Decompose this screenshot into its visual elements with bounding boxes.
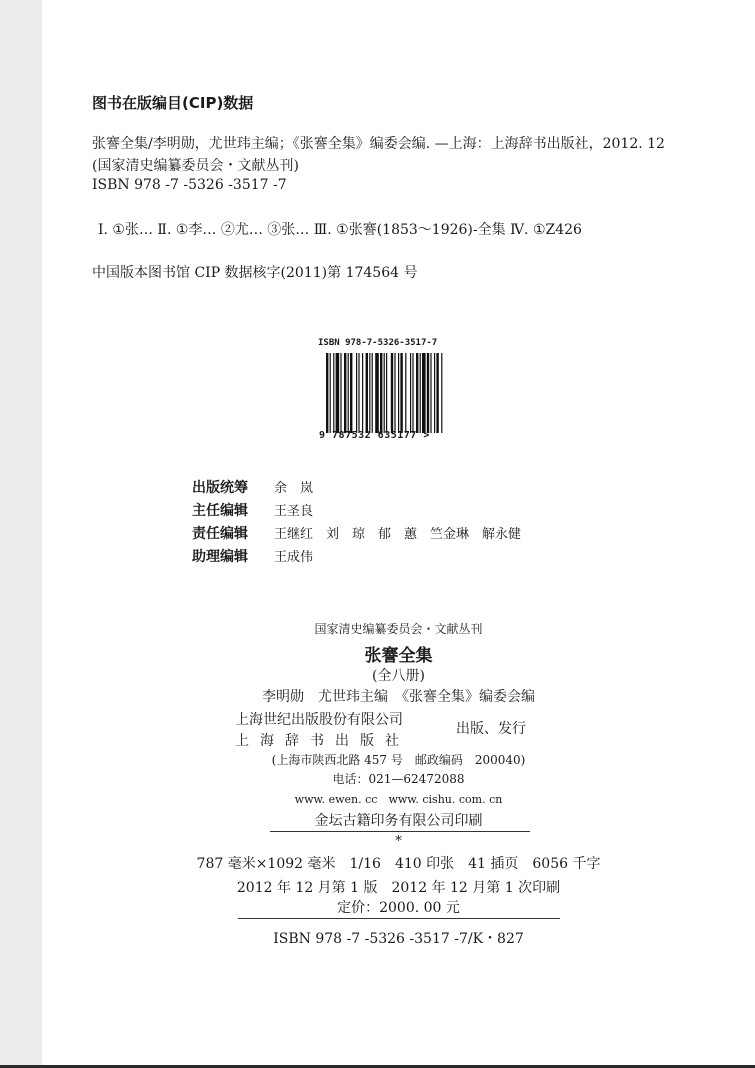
edition-info: 2012 年 12 月第 1 版 2012 年 12 月第 1 次印刷 bbox=[236, 880, 561, 896]
price: 定价：2000. 00 元 bbox=[337, 900, 460, 916]
divider bbox=[270, 831, 530, 832]
cip-line-1: 张謇全集/李明勋，尤世玮主编；《张謇全集》编委会编. —上海：上海辞书出版社，2012. 12 bbox=[92, 136, 665, 152]
cip-line-2: (国家清史编纂委员会・文献丛刊) bbox=[92, 158, 299, 174]
barcode-number: 9 787532 635177 > bbox=[319, 430, 430, 441]
isbn-barcode bbox=[318, 338, 488, 448]
staff-name: 王继红 刘 琼 郁 蕙 竺金琳 解永健 bbox=[274, 527, 522, 542]
barcode-bars bbox=[326, 353, 480, 433]
divider bbox=[238, 918, 560, 919]
cip-core-data: 中国版本图书馆 CIP 数据核字(2011)第 174564 号 bbox=[92, 265, 418, 281]
staff-row bbox=[192, 500, 313, 520]
book-title: 张謇全集 bbox=[364, 646, 433, 666]
series-name: 国家清史编纂委员会・文献丛刊 bbox=[314, 622, 483, 636]
copyright-page bbox=[42, 0, 755, 1068]
publisher-address: (上海市陕西北路 457 号 邮政编码 200040) bbox=[271, 753, 526, 767]
staff-row bbox=[192, 523, 521, 543]
staff-row bbox=[192, 477, 313, 497]
staff-role: 出版统筹 bbox=[192, 480, 248, 496]
volume-count: (全八册) bbox=[372, 668, 425, 684]
isbn-full: ISBN 978 -7 -5326 -3517 -7/K・827 bbox=[273, 931, 524, 947]
printer: 金坛古籍印务有限公司印刷 bbox=[314, 813, 483, 829]
staff-role: 助理编辑 bbox=[192, 549, 248, 565]
cip-heading: 图书在版编目(CIP)数据 bbox=[92, 94, 254, 112]
authors: 李明勋 尤世玮主编 《张謇全集》编委会编 bbox=[262, 689, 535, 705]
staff-name: 王圣良 bbox=[274, 504, 314, 519]
staff-role: 责任编辑 bbox=[192, 526, 248, 542]
cip-isbn: ISBN 978 -7 -5326 -3517 -7 bbox=[92, 177, 287, 193]
separator-star: * bbox=[395, 834, 402, 849]
publisher-role: 出版、发行 bbox=[456, 721, 526, 737]
publisher-2: 上海辞书出版社 bbox=[235, 733, 410, 749]
book-specifications: 787 毫米×1092 毫米 1/16 410 印张 41 插页 6056 千字 bbox=[196, 856, 601, 872]
staff-row bbox=[192, 546, 313, 566]
publisher-phone: 电话：021—62472088 bbox=[332, 772, 465, 786]
publisher-websites: www. ewen. cc www. cishu. com. cn bbox=[294, 793, 503, 806]
publisher-1: 上海世纪出版股份有限公司 bbox=[235, 712, 403, 728]
barcode-top-text: ISBN 978-7-5326-3517-7 bbox=[318, 338, 438, 348]
staff-role: 主任编辑 bbox=[192, 503, 248, 519]
staff-name: 余 岚 bbox=[274, 481, 314, 496]
staff-name: 王成伟 bbox=[274, 550, 314, 565]
cip-classification: Ⅰ. ①张… Ⅱ. ①李… ②尤… ③张… Ⅲ. ①张謇(1853～1926)-全集 Ⅳ. ①Z426 bbox=[98, 222, 582, 238]
